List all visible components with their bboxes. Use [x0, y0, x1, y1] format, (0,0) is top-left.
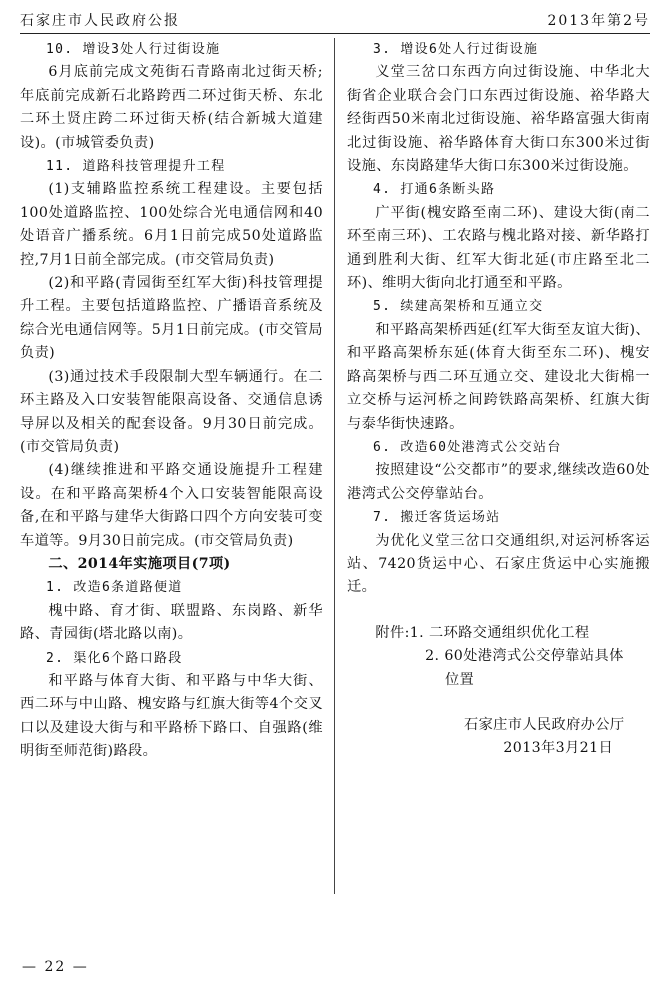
- page-header: [20, 8, 650, 34]
- paragraph: (1)支辅路监控系统工程建设。主要包括100处道路监控、100处综合光电通信网和40处语音广播系统。6月1日前完成50处道路监控,7月1日前全部完成。(市交管局负责): [20, 181, 323, 268]
- section-heading: 7. 搬迁客货运场站: [373, 510, 501, 526]
- attachment-row: [347, 622, 650, 645]
- signature-date: 2013年3月21日: [503, 740, 614, 757]
- journal-title: 石家庄市人民政府公报: [20, 13, 180, 29]
- signature-org: 石家庄市人民政府办公厅: [463, 716, 625, 733]
- paragraph: 和平路高架桥西延(红军大街至友谊大街)、和平路高架桥东延(体育大街至东二环)、槐安路高架桥与西二环互通立交、建设北大街棉一立交桥与运河桥之间跨铁路高架桥、红旗大街与泰华街快速路。: [347, 321, 650, 432]
- issue-number: 2013年第2号: [547, 13, 650, 29]
- spacer: [347, 600, 650, 622]
- paragraph: 6月底前完成文苑街石青路南北过街天桥;年底前完成新石北路跨西二环过街天桥、东北二环土贤庄跨二环过街天桥(结合新城大道建设)。(市城管委负责): [20, 64, 323, 151]
- section-heading: 11. 道路科技管理提升工程: [46, 159, 226, 175]
- section-heading: 2. 渠化6个路口路段: [46, 650, 183, 666]
- attachment-label: 附件:: [375, 624, 410, 641]
- section-heading: 5. 续建高架桥和互通立交: [373, 299, 544, 315]
- right-column-body: [347, 38, 650, 600]
- attachment-item-2-continued: 位置: [444, 671, 475, 688]
- attachment-block: [347, 622, 650, 692]
- paragraph: 义堂三岔口东西方向过街设施、中华北大街省企业联合会门口东西过街设施、裕华路大经街西50米南北过街设施、裕华路富强大街南北过街设施、裕华路体育大街口东300米过街设施、东岗路建华大街口东300米过街设施。: [347, 64, 650, 175]
- paragraph: 为优化义堂三岔口交通组织,对运河桥客运站、7420货运中心、石家庄货运中心实施搬迁。: [347, 532, 650, 596]
- right-column: [347, 38, 650, 761]
- paragraph: (3)通过技术手段限制大型车辆通行。在二环主路及入口安装智能限高设备、交通信息诱导屏以及相关的配套设备。9月30日前完成。(市交管局负责): [20, 368, 323, 455]
- section-heading: 1. 改造6条道路便道: [46, 580, 183, 596]
- section-heading: 6. 改造60处港湾式公交站台: [373, 439, 562, 455]
- paragraph: 和平路与体育大街、和平路与中华大街、西二环与中山路、槐安路与红旗大街等4个交叉口以及建设大街与和平路桥下路口、自强路(维明街至师范街)路段。: [20, 672, 323, 760]
- paragraph: 广平街(槐安路至南二环)、建设大街(南二环至南三环)、工农路与槐北路对接、新华路打通到胜利大街、红军大街北延(市庄路至北二环)、维明大街向北打通至和平路。: [347, 204, 650, 292]
- part-heading: 二、2014年实施项目(7项): [48, 555, 231, 572]
- left-column: [20, 38, 323, 764]
- paragraph: (4)继续推进和平路交通设施提升工程建设。在和平路高架桥4个入口安装智能限高设备,在和平路与建华大街路口四个方向安装可变车道等。9月30日前完成。(市交管局负责): [20, 462, 323, 549]
- paragraph: (2)和平路(青园街至红军大街)科技管理提升工程。主要包括道路监控、广播语音系统及综合光电通信网等。5月1日前完成。(市交管局负责): [20, 275, 323, 362]
- column-divider: [334, 38, 335, 894]
- paragraph: 槐中路、育才街、联盟路、东岗路、新华路、青园街(塔北路以南)。: [20, 602, 323, 643]
- section-heading: 4. 打通6条断头路: [373, 182, 496, 198]
- section-heading: 10. 增设3处人行过街设施: [46, 42, 221, 57]
- attachment-item-2: 2. 60处港湾式公交停靠站具体: [425, 648, 624, 665]
- attachment-item-1: 1. 二环路交通组织优化工程: [409, 624, 590, 641]
- page-number: — 22 —: [22, 959, 89, 975]
- paragraph: 按照建设“公交都市”的要求,继续改造60处港湾式公交停靠站台。: [347, 462, 650, 502]
- section-heading: 3. 增设6处人行过街设施: [373, 42, 539, 57]
